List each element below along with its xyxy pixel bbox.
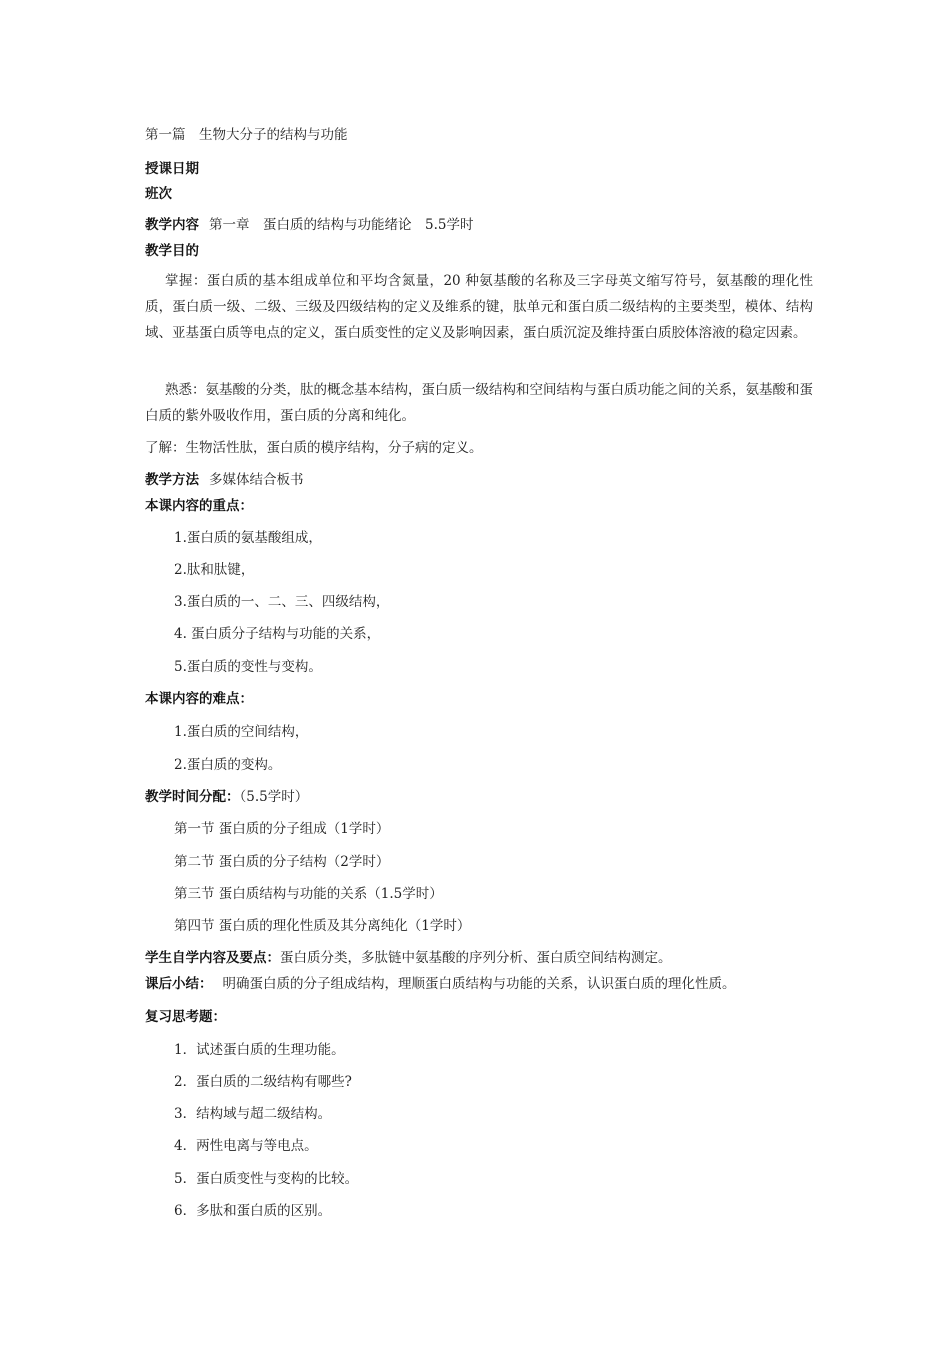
review-item: 4．两性电离与等电点。 (174, 1138, 318, 1154)
purpose-master: 掌握：蛋白质的基本组成单位和平均含氮量，20 种氨基酸的名称及三字母英文缩写符号，氨基酸的理化性质，蛋白质一级、二级、三级及四级结构的定义及维系的键，肽单元和蛋白质二级结构的主要类型，模体、结构域、亚基蛋白质等电点的定义，蛋白质变性的定义及影响因素，蛋白质沉淀及维持蛋白质胶体溶液的稳定因素。 (145, 273, 813, 341)
method-value: 多媒体结合板书 (209, 472, 304, 488)
time-allocation-item: 第一节 蛋白质的分子组成（1学时） (174, 821, 390, 837)
summary-row (145, 975, 736, 993)
content-label: 教学内容 (145, 217, 199, 233)
self-study-row (145, 949, 672, 967)
self-study-label: 学生自学内容及要点： (145, 950, 280, 966)
review-label: 复习思考题： (145, 1009, 226, 1025)
key-point-item: 4. 蛋白质分子结构与功能的关系， (174, 626, 381, 642)
summary-value: 明确蛋白质的分子组成结构，理顺蛋白质结构与功能的关系，认识蛋白质的理化性质。 (222, 976, 736, 992)
time-allocation-row (145, 788, 308, 806)
difficult-points-label: 本课内容的难点： (145, 691, 253, 707)
purpose-understand: 了解：生物活性肽，蛋白质的模序结构，分子病的定义。 (145, 440, 483, 456)
date-label: 授课日期 (145, 161, 199, 177)
key-point-item: 5.蛋白质的变性与变构。 (174, 659, 322, 675)
review-item: 6．多肽和蛋白质的区别。 (174, 1203, 332, 1219)
key-point-item: 3.蛋白质的一、二、三、四级结构， (174, 594, 390, 610)
difficult-point-item: 2.蛋白质的变构。 (174, 757, 282, 773)
content-value: 第一章 蛋白质的结构与功能绪论 5.5学时 (209, 217, 474, 233)
self-study-value: 蛋白质分类，多肽链中氨基酸的序列分析、蛋白质空间结构测定。 (280, 950, 672, 966)
purpose-familiar: 熟悉：氨基酸的分类，肽的概念基本结构，蛋白质一级结构和空间结构与蛋白质功能之间的关系，氨基酸和蛋白质的紫外吸收作用，蛋白质的分离和纯化。 (145, 382, 813, 424)
key-point-item: 2.肽和肽键， (174, 562, 255, 578)
key-point-item: 1.蛋白质的氨基酸组成， (174, 530, 322, 546)
part-title: 第一篇 生物大分子的结构与功能 (145, 127, 348, 143)
review-item: 1．试述蛋白质的生理功能。 (174, 1042, 345, 1058)
content-row (145, 216, 473, 234)
key-points-label: 本课内容的重点： (145, 498, 253, 514)
difficult-point-item: 1.蛋白质的空间结构， (174, 724, 309, 740)
time-allocation-item: 第三节 蛋白质结构与功能的关系（1.5学时） (174, 886, 443, 902)
time-allocation-item: 第四节 蛋白质的理化性质及其分离纯化（1学时） (174, 918, 471, 934)
method-label: 教学方法 (145, 472, 199, 488)
review-item: 5．蛋白质变性与变构的比较。 (174, 1171, 359, 1187)
review-item: 2．蛋白质的二级结构有哪些? (174, 1074, 352, 1090)
method-row (145, 471, 304, 489)
class-label: 班次 (145, 186, 172, 202)
review-item: 3．结构域与超二级结构。 (174, 1106, 332, 1122)
time-allocation-item: 第二节 蛋白质的分子结构（2学时） (174, 854, 390, 870)
time-allocation-value: （5.5学时） (239, 789, 309, 805)
summary-label: 课后小结： (145, 976, 213, 992)
purpose-label: 教学目的 (145, 243, 199, 259)
time-allocation-label: 教学时间分配： (145, 789, 240, 805)
